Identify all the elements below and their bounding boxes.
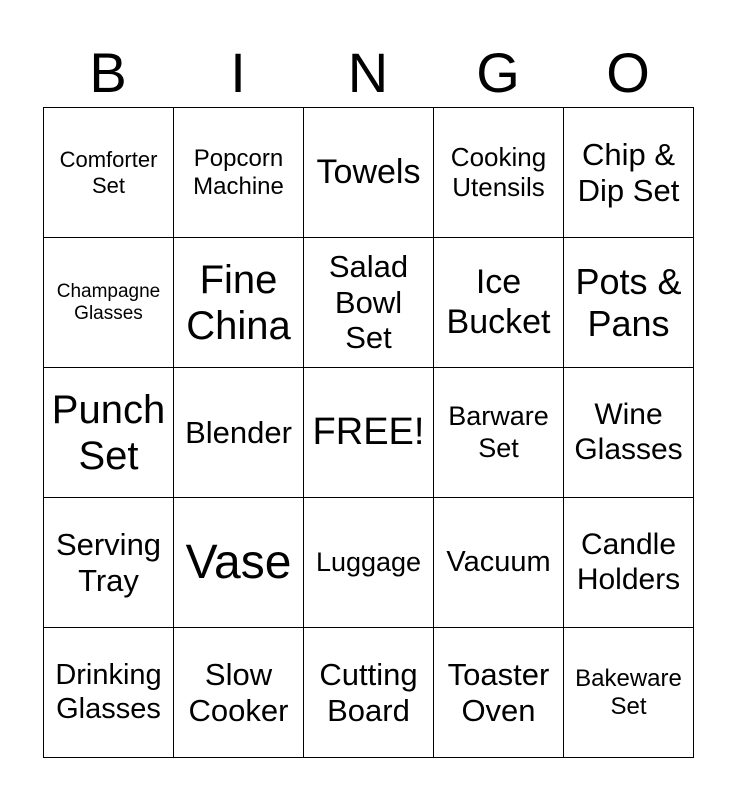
bingo-cell-r4c1[interactable] <box>44 498 174 628</box>
bingo-board <box>43 107 694 758</box>
bingo-cell-r3c5[interactable] <box>564 368 694 498</box>
bingo-cell-r1c2[interactable] <box>174 108 304 238</box>
cell-label: Ice Bucket <box>446 263 551 341</box>
cell-label: Wine Glasses <box>574 398 683 466</box>
cell-label: Cooking Utensils <box>450 141 547 202</box>
cell-label: Chip & Dip Set <box>577 136 680 208</box>
bingo-cell-r5c3[interactable] <box>304 628 434 758</box>
cell-label: Serving Tray <box>55 526 162 598</box>
cell-label: FREE! <box>312 410 425 453</box>
header-letter-i: I <box>230 41 246 104</box>
cell-label: Towels <box>316 152 421 191</box>
cell-label: Fine China <box>186 257 291 348</box>
cell-label: Barware Set <box>448 401 549 463</box>
header-letter-g: G <box>476 41 520 104</box>
bingo-cell-r2c4[interactable] <box>434 238 564 368</box>
cell-label: Slow Cooker <box>188 656 289 728</box>
bingo-header <box>43 40 693 106</box>
cell-label: Blender <box>185 414 292 450</box>
bingo-cell-r3c3[interactable] <box>304 368 434 498</box>
bingo-cell-r2c3[interactable] <box>304 238 434 368</box>
header-letter-n: N <box>347 41 389 104</box>
header-letter-o: O <box>606 41 650 104</box>
header-letter-b: B <box>89 41 127 104</box>
cell-label: Salad Bowl Set <box>328 249 409 356</box>
cell-label: Champagne Glasses <box>56 280 161 324</box>
cell-label: Bakeware Set <box>575 664 682 720</box>
bingo-cell-r4c5[interactable] <box>564 498 694 628</box>
bingo-cell-r1c4[interactable] <box>434 108 564 238</box>
bingo-cell-r2c5[interactable] <box>564 238 694 368</box>
cell-label: Popcorn Machine <box>193 144 284 200</box>
bingo-cell-r2c2[interactable] <box>174 238 304 368</box>
cell-label: Cutting Board <box>319 656 418 728</box>
cell-label: Pots & Pans <box>575 261 682 344</box>
bingo-cell-r1c1[interactable] <box>44 108 174 238</box>
bingo-cell-r3c2[interactable] <box>174 368 304 498</box>
cell-label: Vacuum <box>446 545 551 578</box>
cell-label: Comforter Set <box>59 147 158 198</box>
bingo-cell-r4c2[interactable] <box>174 498 304 628</box>
bingo-cell-r4c3[interactable] <box>304 498 434 628</box>
bingo-cell-r4c4[interactable] <box>434 498 564 628</box>
bingo-cell-r3c4[interactable] <box>434 368 564 498</box>
cell-label: Candle Holders <box>576 528 681 596</box>
bingo-cell-r5c5[interactable] <box>564 628 694 758</box>
bingo-cell-r5c1[interactable] <box>44 628 174 758</box>
bingo-cell-r5c4[interactable] <box>434 628 564 758</box>
bingo-cell-r5c2[interactable] <box>174 628 304 758</box>
cell-label: Drinking Glasses <box>55 659 162 725</box>
cell-label: Vase <box>185 535 292 589</box>
bingo-cell-r1c5[interactable] <box>564 108 694 238</box>
bingo-cell-r1c3[interactable] <box>304 108 434 238</box>
bingo-cell-r2c1[interactable] <box>44 238 174 368</box>
cell-label: Luggage <box>315 546 422 577</box>
bingo-cell-r3c1[interactable] <box>44 368 174 498</box>
cell-label: Punch Set <box>51 387 166 478</box>
cell-label: Toaster Oven <box>447 656 550 728</box>
